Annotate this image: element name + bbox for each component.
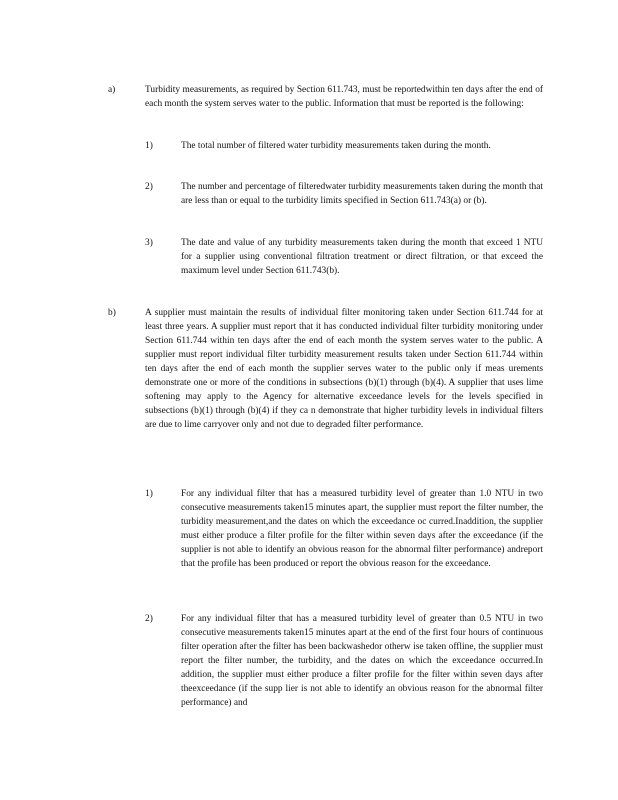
section-b-item-2-label: 2) (145, 614, 153, 624)
section-a-text: Turbidity measurements, as required by Section 611.743, must be reportedwithin ten days after the end of each month the system serves water to the public. Information that must be reported is the following: (145, 85, 543, 109)
section-a-label: a) (108, 85, 116, 95)
section-a-item-3-label: 3) (145, 238, 153, 248)
section-b-item-1-label: 1) (145, 489, 153, 499)
section-a-item-1-text: The total number of filtered water turbidity measurements taken during the month. (181, 141, 491, 151)
section-b-item-2-text: For any individual filter that has a measured turbidity level of greater than 0.5 NTU in two consecutive measurements taken15 minutes apart at the end of the first four hours of continuous filter operation after the filter has been backwashedor otherw ise taken offline, the supplier must report the filter number, the turbidity, and the dates on which the exceedance occurred.In addition, the supplier must either produce a filter profile for the filter within seven days after theexceedance (if the supp lier is not able to identify an obvious reason for the abnormal filter performance) and (181, 614, 543, 708)
section-a-item-3-text: The date and value of any turbidity measurements taken during the month that exceed 1 NTU for a supplier using conventional filtration treatment or direct filtration, or that exceed the maximum level under Section 611.743(b). (181, 238, 543, 276)
section-a-item-1-label: 1) (145, 141, 153, 151)
section-b-item-1-text: For any individual filter that has a measured turbidity level of greater than 1.0 NTU in two consecutive measurements taken15 minutes apart, the supplier must report the filter number, the turbidity measurement,and the dates on which the exceedance oc curred.Inaddition, the supplier must either produce a filter profile for the filter within seven days after the exceedance (if the supplier is not able to identify an obvious reason for the abnormal filter performance) andreport that the profile has been produced or report the obvious reason for the exceedance. (181, 489, 543, 569)
section-a-item-2-text: The number and percentage of filteredwater turbidity measurements taken during the month that are less than or equal to the turbidity limits specified in Section 611.743(a) or (b). (181, 182, 543, 206)
section-a-item-2-label: 2) (145, 182, 153, 192)
section-b-label: b) (108, 308, 116, 318)
section-b-text: A supplier must maintain the results of individual filter monitoring taken under Section 611.744 for at least three years. A supplier must report that it has conducted individual filter turbidity monitoring under Section 611.744 within ten days after the end of each month the system serves water to the public. A supplier must report individual filter turbidity measurement results taken under Section 611.744 within ten days after the end of each month the supplier serves water to the public only if meas urements demonstrate one or more of the conditions in subsections (b)(1) through (b)(4). A supplier that uses lime softening may apply to the Agency for alternative exceedance levels for the levels specified in subsections (b)(1) through (b)(4) if they ca n demonstrate that higher turbidity levels in individual filters are due to lime carryover only and not due to degraded filter performance. (145, 308, 543, 430)
